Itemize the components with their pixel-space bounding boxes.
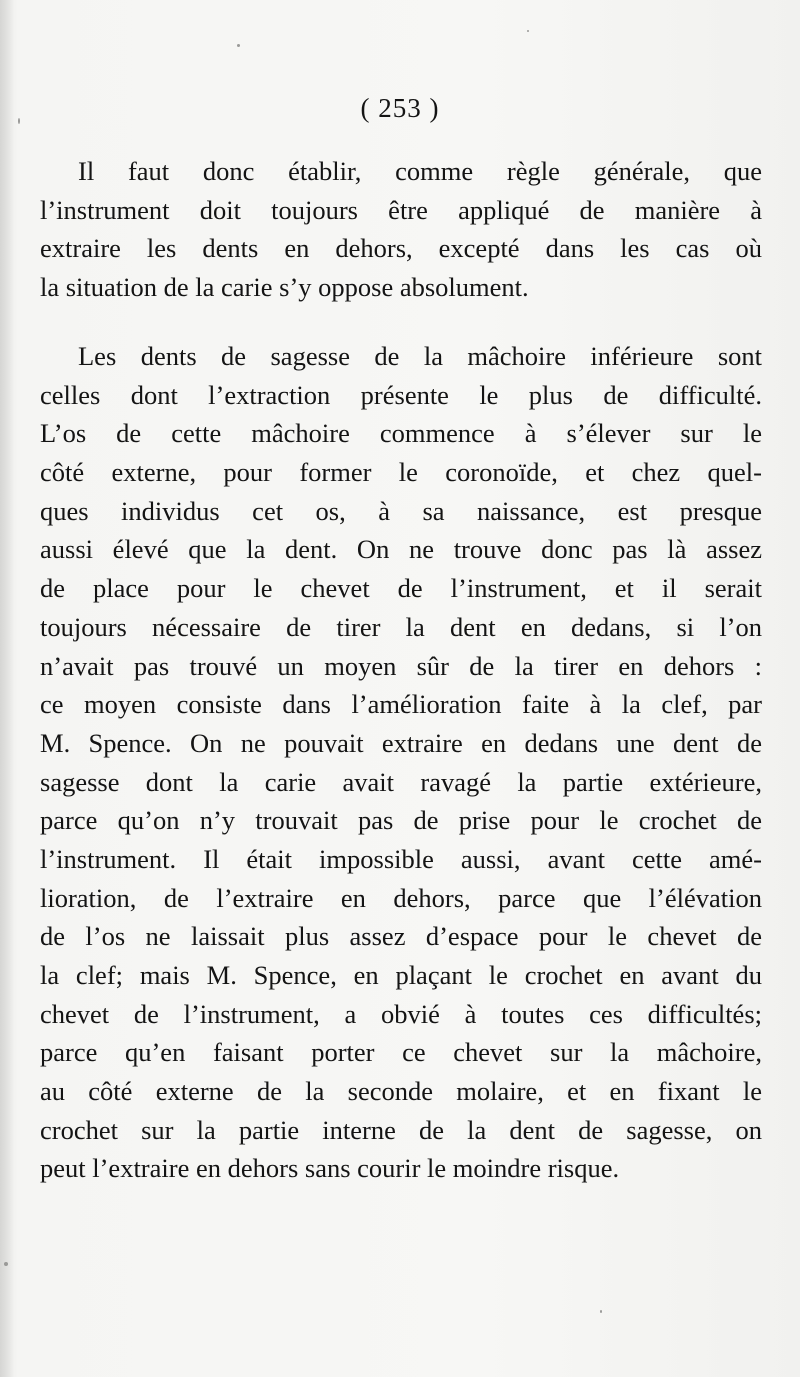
text-line: Il faut donc établir, comme règle générale, que	[78, 156, 762, 186]
text-line: la clef; mais M. Spence, en plaçant le crochet en avant du	[40, 960, 762, 990]
text-line: de place pour le chevet de l’instrument, et il serait	[40, 573, 762, 604]
ink-speck	[18, 118, 20, 124]
text-line: ques individus cet os, à sa naissance, est presque	[40, 495, 762, 526]
text-line: ce moyen consiste dans l’amélioration faite à la clef, par	[40, 689, 762, 720]
text-line: parce qu’en faisant porter ce chevet sur la mâchoire,	[40, 1037, 762, 1068]
paragraph-2	[40, 337, 762, 1188]
text-line: chevet de l’instrument, a obvié à toutes ces difficultés;	[40, 998, 762, 1029]
ink-speck	[237, 44, 240, 47]
text-line: parce qu’on n’y trouvait pas de prise pour le crochet de	[40, 805, 762, 836]
text-line: toujours nécessaire de tirer la dent en dedans, si l’on	[40, 611, 762, 642]
text-line: peut l’extraire en dehors sans courir le moindre risque.	[40, 1153, 620, 1184]
text-line: Les dents de sagesse de la mâchoire inférieure sont	[78, 341, 762, 371]
ink-speck	[600, 1310, 602, 1313]
text-line: extraire les dents en dehors, excepté dans les cas où	[40, 233, 762, 264]
ink-speck	[527, 30, 529, 32]
text-line: lioration, de l’extraire en dehors, parce que l’élévation	[40, 882, 762, 913]
text-line: L’os de cette mâchoire commence à s’élever sur le	[40, 418, 762, 449]
page-edge-shadow	[0, 0, 14, 1377]
text-line: celles dont l’extraction présente le plus de difficulté.	[40, 379, 762, 410]
paragraph-1	[40, 152, 762, 307]
text-line: aussi élevé que la dent. On ne trouve donc pas là assez	[40, 534, 762, 565]
text-line: l’instrument. Il était impossible aussi, avant cette amé-	[40, 843, 762, 874]
text-line: sagesse dont la carie avait ravagé la partie extérieure,	[40, 766, 762, 797]
text-line: la situation de la carie s’y oppose absolument.	[40, 272, 529, 303]
text-line: côté externe, pour former le coronoïde, et chez quel-	[40, 457, 762, 488]
text-line: de l’os ne laissait plus assez d’espace pour le chevet de	[40, 921, 762, 952]
ink-speck	[4, 1262, 8, 1266]
text-line: M. Spence. On ne pouvait extraire en dedans une dent de	[40, 727, 762, 758]
text-line: n’avait pas trouvé un moyen sûr de la tirer en dehors :	[40, 650, 762, 681]
text-line: au côté externe de la seconde molaire, et en fixant le	[40, 1076, 762, 1107]
text-line: crochet sur la partie interne de la dent de sagesse, on	[40, 1114, 762, 1145]
text-line: l’instrument doit toujours être appliqué de manière à	[40, 194, 762, 225]
page-number: ( 253 )	[360, 93, 440, 123]
